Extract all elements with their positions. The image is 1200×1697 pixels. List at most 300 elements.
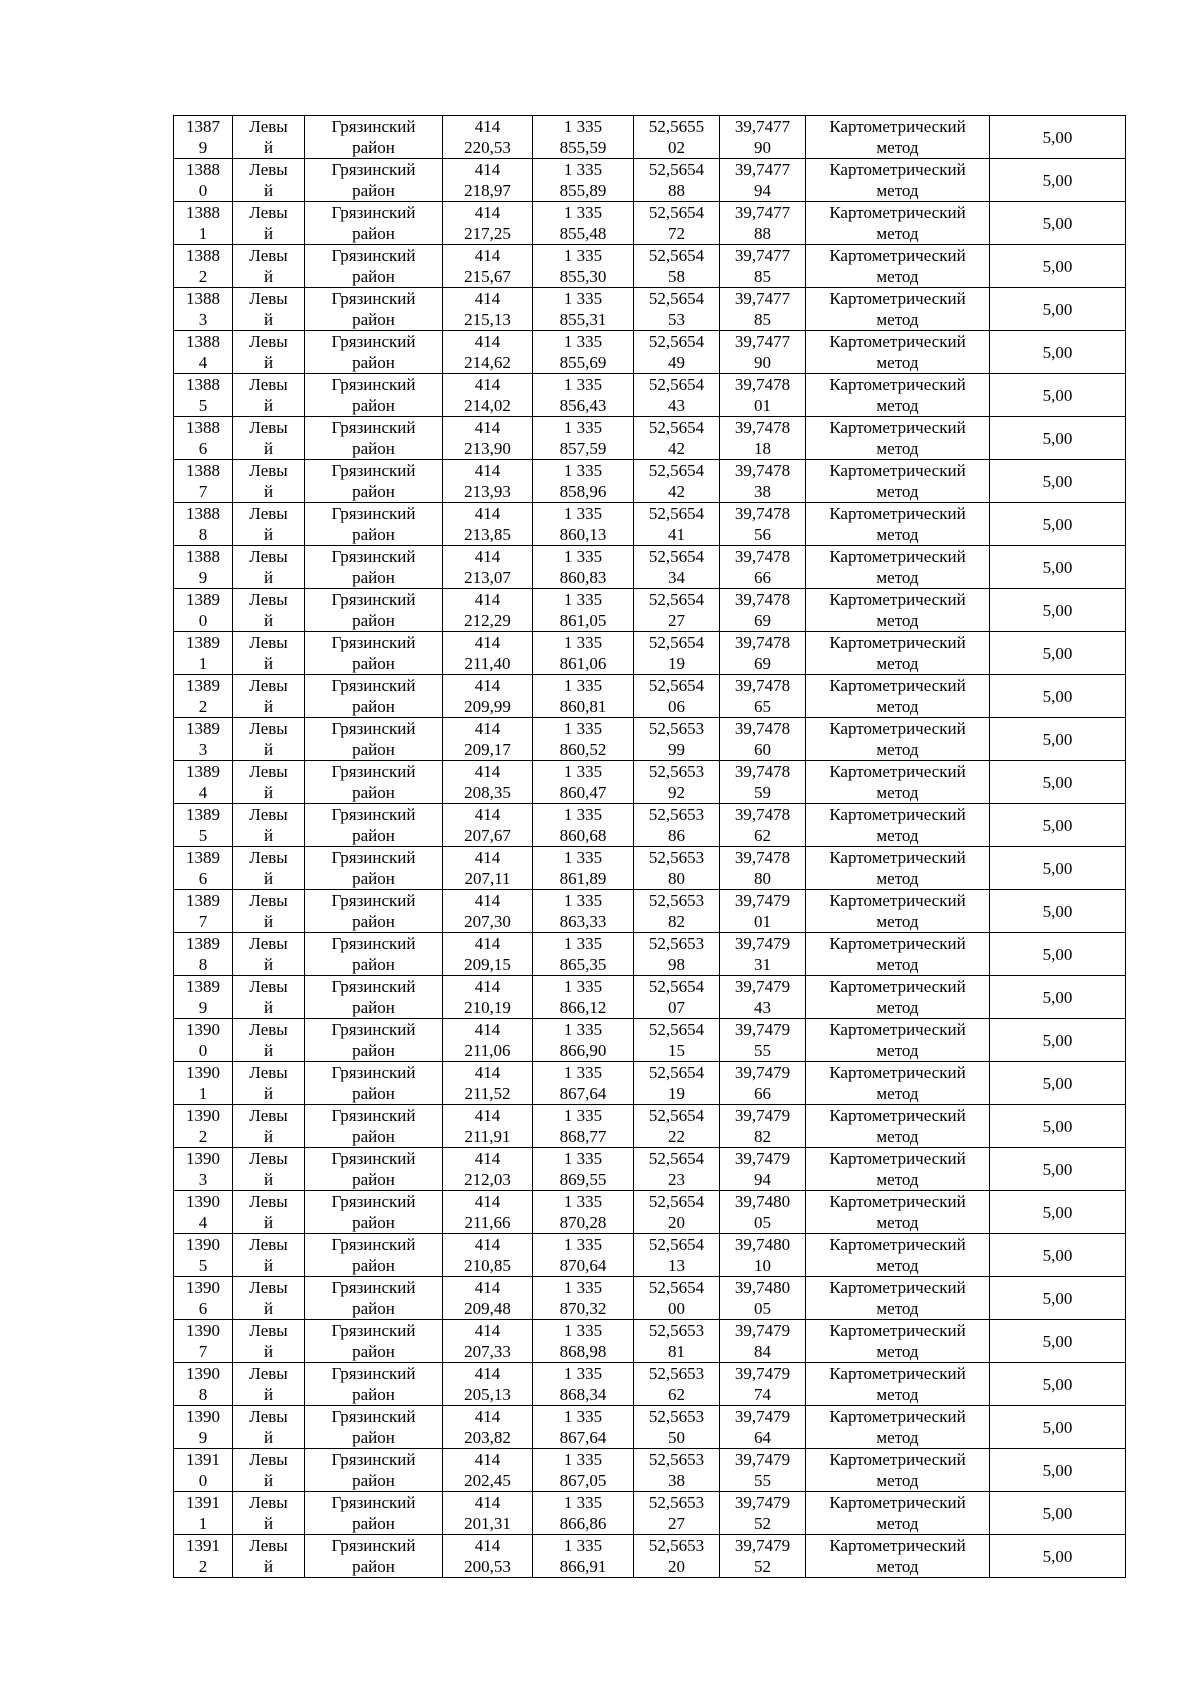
point-number-cell: 1391 1 xyxy=(174,1492,233,1535)
y-coordinate-cell: 1 335 858,96 xyxy=(533,460,634,503)
method-cell: Картометрический метод xyxy=(806,1148,990,1191)
method-cell: Картометрический метод xyxy=(806,1449,990,1492)
district-cell: Грязинский район xyxy=(305,288,443,331)
longitude-cell: 39,7479 84 xyxy=(720,1320,806,1363)
latitude-cell: 52,5654 43 xyxy=(634,374,720,417)
x-coordinate-cell: 414 200,53 xyxy=(443,1535,533,1578)
accuracy-cell: 5,00 xyxy=(990,1062,1126,1105)
point-number-cell: 1388 9 xyxy=(174,546,233,589)
y-coordinate-cell: 1 335 866,90 xyxy=(533,1019,634,1062)
y-coordinate-cell: 1 335 870,64 xyxy=(533,1234,634,1277)
side-cell: Левы й xyxy=(233,1148,305,1191)
side-cell: Левы й xyxy=(233,331,305,374)
y-coordinate-cell: 1 335 865,35 xyxy=(533,933,634,976)
side-cell: Левы й xyxy=(233,1406,305,1449)
latitude-cell: 52,5654 15 xyxy=(634,1019,720,1062)
method-cell: Картометрический метод xyxy=(806,804,990,847)
y-coordinate-cell: 1 335 868,98 xyxy=(533,1320,634,1363)
side-cell: Левы й xyxy=(233,804,305,847)
side-cell: Левы й xyxy=(233,1320,305,1363)
table-row xyxy=(174,632,1126,675)
y-coordinate-cell: 1 335 867,05 xyxy=(533,1449,634,1492)
method-cell: Картометрический метод xyxy=(806,890,990,933)
point-number-cell: 1388 3 xyxy=(174,288,233,331)
point-number-cell: 1390 0 xyxy=(174,1019,233,1062)
side-cell: Левы й xyxy=(233,1492,305,1535)
accuracy-cell: 5,00 xyxy=(990,1148,1126,1191)
method-cell: Картометрический метод xyxy=(806,1234,990,1277)
table-row xyxy=(174,1277,1126,1320)
accuracy-cell: 5,00 xyxy=(990,632,1126,675)
table-row xyxy=(174,460,1126,503)
latitude-cell: 52,5654 34 xyxy=(634,546,720,589)
y-coordinate-cell: 1 335 866,91 xyxy=(533,1535,634,1578)
point-number-cell: 1388 4 xyxy=(174,331,233,374)
district-cell: Грязинский район xyxy=(305,245,443,288)
method-cell: Картометрический метод xyxy=(806,1406,990,1449)
district-cell: Грязинский район xyxy=(305,116,443,159)
x-coordinate-cell: 414 210,19 xyxy=(443,976,533,1019)
side-cell: Левы й xyxy=(233,374,305,417)
method-cell: Картометрический метод xyxy=(806,1191,990,1234)
table-row xyxy=(174,1148,1126,1191)
point-number-cell: 1390 1 xyxy=(174,1062,233,1105)
district-cell: Грязинский район xyxy=(305,202,443,245)
side-cell: Левы й xyxy=(233,718,305,761)
x-coordinate-cell: 414 211,66 xyxy=(443,1191,533,1234)
latitude-cell: 52,5654 06 xyxy=(634,675,720,718)
x-coordinate-cell: 414 212,03 xyxy=(443,1148,533,1191)
point-number-cell: 1389 0 xyxy=(174,589,233,632)
longitude-cell: 39,7478 69 xyxy=(720,589,806,632)
accuracy-cell: 5,00 xyxy=(990,116,1126,159)
point-number-cell: 1390 8 xyxy=(174,1363,233,1406)
side-cell: Левы й xyxy=(233,632,305,675)
district-cell: Грязинский район xyxy=(305,331,443,374)
latitude-cell: 52,5653 50 xyxy=(634,1406,720,1449)
x-coordinate-cell: 414 215,13 xyxy=(443,288,533,331)
latitude-cell: 52,5654 13 xyxy=(634,1234,720,1277)
y-coordinate-cell: 1 335 855,30 xyxy=(533,245,634,288)
y-coordinate-cell: 1 335 855,48 xyxy=(533,202,634,245)
coordinates-table xyxy=(173,115,1126,1578)
method-cell: Картометрический метод xyxy=(806,116,990,159)
table-row xyxy=(174,1535,1126,1578)
accuracy-cell: 5,00 xyxy=(990,288,1126,331)
side-cell: Левы й xyxy=(233,1062,305,1105)
side-cell: Левы й xyxy=(233,460,305,503)
longitude-cell: 39,7479 55 xyxy=(720,1449,806,1492)
y-coordinate-cell: 1 335 868,34 xyxy=(533,1363,634,1406)
district-cell: Грязинский район xyxy=(305,1277,443,1320)
district-cell: Грязинский район xyxy=(305,761,443,804)
point-number-cell: 1389 7 xyxy=(174,890,233,933)
district-cell: Грязинский район xyxy=(305,976,443,1019)
side-cell: Левы й xyxy=(233,976,305,1019)
latitude-cell: 52,5653 27 xyxy=(634,1492,720,1535)
method-cell: Картометрический метод xyxy=(806,1105,990,1148)
district-cell: Грязинский район xyxy=(305,632,443,675)
district-cell: Грязинский район xyxy=(305,1148,443,1191)
side-cell: Левы й xyxy=(233,1191,305,1234)
accuracy-cell: 5,00 xyxy=(990,976,1126,1019)
table-row xyxy=(174,503,1126,546)
method-cell: Картометрический метод xyxy=(806,1019,990,1062)
point-number-cell: 1391 2 xyxy=(174,1535,233,1578)
x-coordinate-cell: 414 211,52 xyxy=(443,1062,533,1105)
table-row xyxy=(174,1019,1126,1062)
method-cell: Картометрический метод xyxy=(806,718,990,761)
side-cell: Левы й xyxy=(233,503,305,546)
method-cell: Картометрический метод xyxy=(806,632,990,675)
y-coordinate-cell: 1 335 866,12 xyxy=(533,976,634,1019)
point-number-cell: 1390 9 xyxy=(174,1406,233,1449)
latitude-cell: 52,5653 86 xyxy=(634,804,720,847)
table-row xyxy=(174,546,1126,589)
longitude-cell: 39,7478 38 xyxy=(720,460,806,503)
latitude-cell: 52,5653 99 xyxy=(634,718,720,761)
latitude-cell: 52,5654 23 xyxy=(634,1148,720,1191)
method-cell: Картометрический метод xyxy=(806,1535,990,1578)
table-row xyxy=(174,1191,1126,1234)
accuracy-cell: 5,00 xyxy=(990,374,1126,417)
longitude-cell: 39,7479 52 xyxy=(720,1535,806,1578)
side-cell: Левы й xyxy=(233,1019,305,1062)
longitude-cell: 39,7479 66 xyxy=(720,1062,806,1105)
latitude-cell: 52,5653 38 xyxy=(634,1449,720,1492)
point-number-cell: 1390 4 xyxy=(174,1191,233,1234)
table-row xyxy=(174,718,1126,761)
x-coordinate-cell: 414 213,85 xyxy=(443,503,533,546)
longitude-cell: 39,7477 90 xyxy=(720,116,806,159)
side-cell: Левы й xyxy=(233,1105,305,1148)
district-cell: Грязинский район xyxy=(305,1019,443,1062)
table-row xyxy=(174,1320,1126,1363)
x-coordinate-cell: 414 207,30 xyxy=(443,890,533,933)
latitude-cell: 52,5654 53 xyxy=(634,288,720,331)
district-cell: Грязинский район xyxy=(305,890,443,933)
district-cell: Грязинский район xyxy=(305,1105,443,1148)
point-number-cell: 1389 5 xyxy=(174,804,233,847)
point-number-cell: 1388 5 xyxy=(174,374,233,417)
point-number-cell: 1388 1 xyxy=(174,202,233,245)
longitude-cell: 39,7478 62 xyxy=(720,804,806,847)
longitude-cell: 39,7480 05 xyxy=(720,1277,806,1320)
accuracy-cell: 5,00 xyxy=(990,546,1126,589)
side-cell: Левы й xyxy=(233,202,305,245)
y-coordinate-cell: 1 335 857,59 xyxy=(533,417,634,460)
x-coordinate-cell: 414 213,07 xyxy=(443,546,533,589)
table-row xyxy=(174,1449,1126,1492)
district-cell: Грязинский район xyxy=(305,374,443,417)
x-coordinate-cell: 414 217,25 xyxy=(443,202,533,245)
district-cell: Грязинский район xyxy=(305,460,443,503)
accuracy-cell: 5,00 xyxy=(990,1492,1126,1535)
latitude-cell: 52,5654 42 xyxy=(634,417,720,460)
district-cell: Грязинский район xyxy=(305,1234,443,1277)
table-row xyxy=(174,1234,1126,1277)
x-coordinate-cell: 414 209,17 xyxy=(443,718,533,761)
side-cell: Левы й xyxy=(233,116,305,159)
y-coordinate-cell: 1 335 860,68 xyxy=(533,804,634,847)
method-cell: Картометрический метод xyxy=(806,245,990,288)
x-coordinate-cell: 414 214,62 xyxy=(443,331,533,374)
x-coordinate-cell: 414 207,33 xyxy=(443,1320,533,1363)
y-coordinate-cell: 1 335 855,89 xyxy=(533,159,634,202)
table-row xyxy=(174,675,1126,718)
method-cell: Картометрический метод xyxy=(806,1062,990,1105)
latitude-cell: 52,5654 27 xyxy=(634,589,720,632)
x-coordinate-cell: 414 201,31 xyxy=(443,1492,533,1535)
x-coordinate-cell: 414 220,53 xyxy=(443,116,533,159)
side-cell: Левы й xyxy=(233,1234,305,1277)
accuracy-cell: 5,00 xyxy=(990,847,1126,890)
accuracy-cell: 5,00 xyxy=(990,1449,1126,1492)
longitude-cell: 39,7479 01 xyxy=(720,890,806,933)
accuracy-cell: 5,00 xyxy=(990,460,1126,503)
district-cell: Грязинский район xyxy=(305,933,443,976)
side-cell: Левы й xyxy=(233,417,305,460)
y-coordinate-cell: 1 335 855,31 xyxy=(533,288,634,331)
point-number-cell: 1389 4 xyxy=(174,761,233,804)
side-cell: Левы й xyxy=(233,288,305,331)
point-number-cell: 1391 0 xyxy=(174,1449,233,1492)
accuracy-cell: 5,00 xyxy=(990,718,1126,761)
accuracy-cell: 5,00 xyxy=(990,1019,1126,1062)
x-coordinate-cell: 414 213,93 xyxy=(443,460,533,503)
table-row xyxy=(174,331,1126,374)
y-coordinate-cell: 1 335 861,06 xyxy=(533,632,634,675)
y-coordinate-cell: 1 335 868,77 xyxy=(533,1105,634,1148)
x-coordinate-cell: 414 212,29 xyxy=(443,589,533,632)
method-cell: Картометрический метод xyxy=(806,417,990,460)
y-coordinate-cell: 1 335 860,52 xyxy=(533,718,634,761)
side-cell: Левы й xyxy=(233,933,305,976)
longitude-cell: 39,7479 94 xyxy=(720,1148,806,1191)
point-number-cell: 1390 5 xyxy=(174,1234,233,1277)
district-cell: Грязинский район xyxy=(305,1320,443,1363)
district-cell: Грязинский район xyxy=(305,159,443,202)
point-number-cell: 1389 1 xyxy=(174,632,233,675)
side-cell: Левы й xyxy=(233,1535,305,1578)
latitude-cell: 52,5653 80 xyxy=(634,847,720,890)
x-coordinate-cell: 414 210,85 xyxy=(443,1234,533,1277)
point-number-cell: 1390 3 xyxy=(174,1148,233,1191)
accuracy-cell: 5,00 xyxy=(990,1363,1126,1406)
method-cell: Картометрический метод xyxy=(806,159,990,202)
district-cell: Грязинский район xyxy=(305,1535,443,1578)
accuracy-cell: 5,00 xyxy=(990,245,1126,288)
x-coordinate-cell: 414 209,15 xyxy=(443,933,533,976)
latitude-cell: 52,5654 72 xyxy=(634,202,720,245)
point-number-cell: 1388 2 xyxy=(174,245,233,288)
method-cell: Картометрический метод xyxy=(806,1492,990,1535)
method-cell: Картометрический метод xyxy=(806,546,990,589)
method-cell: Картометрический метод xyxy=(806,374,990,417)
district-cell: Грязинский район xyxy=(305,804,443,847)
method-cell: Картометрический метод xyxy=(806,460,990,503)
latitude-cell: 52,5654 42 xyxy=(634,460,720,503)
y-coordinate-cell: 1 335 869,55 xyxy=(533,1148,634,1191)
y-coordinate-cell: 1 335 870,28 xyxy=(533,1191,634,1234)
latitude-cell: 52,5653 81 xyxy=(634,1320,720,1363)
y-coordinate-cell: 1 335 867,64 xyxy=(533,1406,634,1449)
side-cell: Левы й xyxy=(233,847,305,890)
latitude-cell: 52,5653 82 xyxy=(634,890,720,933)
longitude-cell: 39,7478 01 xyxy=(720,374,806,417)
latitude-cell: 52,5654 20 xyxy=(634,1191,720,1234)
longitude-cell: 39,7479 52 xyxy=(720,1492,806,1535)
x-coordinate-cell: 414 203,82 xyxy=(443,1406,533,1449)
point-number-cell: 1389 6 xyxy=(174,847,233,890)
x-coordinate-cell: 414 211,06 xyxy=(443,1019,533,1062)
longitude-cell: 39,7479 74 xyxy=(720,1363,806,1406)
y-coordinate-cell: 1 335 860,47 xyxy=(533,761,634,804)
y-coordinate-cell: 1 335 867,64 xyxy=(533,1062,634,1105)
accuracy-cell: 5,00 xyxy=(990,1277,1126,1320)
side-cell: Левы й xyxy=(233,1449,305,1492)
method-cell: Картометрический метод xyxy=(806,933,990,976)
y-coordinate-cell: 1 335 861,89 xyxy=(533,847,634,890)
side-cell: Левы й xyxy=(233,1277,305,1320)
y-coordinate-cell: 1 335 855,69 xyxy=(533,331,634,374)
method-cell: Картометрический метод xyxy=(806,1363,990,1406)
accuracy-cell: 5,00 xyxy=(990,202,1126,245)
latitude-cell: 52,5654 41 xyxy=(634,503,720,546)
district-cell: Грязинский район xyxy=(305,1363,443,1406)
accuracy-cell: 5,00 xyxy=(990,159,1126,202)
longitude-cell: 39,7478 18 xyxy=(720,417,806,460)
point-number-cell: 1389 9 xyxy=(174,976,233,1019)
x-coordinate-cell: 414 213,90 xyxy=(443,417,533,460)
table-row xyxy=(174,417,1126,460)
table-row xyxy=(174,847,1126,890)
accuracy-cell: 5,00 xyxy=(990,1406,1126,1449)
y-coordinate-cell: 1 335 860,81 xyxy=(533,675,634,718)
point-number-cell: 1388 8 xyxy=(174,503,233,546)
y-coordinate-cell: 1 335 860,83 xyxy=(533,546,634,589)
y-coordinate-cell: 1 335 870,32 xyxy=(533,1277,634,1320)
district-cell: Грязинский район xyxy=(305,1191,443,1234)
method-cell: Картометрический метод xyxy=(806,503,990,546)
x-coordinate-cell: 414 207,67 xyxy=(443,804,533,847)
longitude-cell: 39,7480 10 xyxy=(720,1234,806,1277)
table-row xyxy=(174,589,1126,632)
y-coordinate-cell: 1 335 860,13 xyxy=(533,503,634,546)
district-cell: Грязинский район xyxy=(305,1062,443,1105)
district-cell: Грязинский район xyxy=(305,1406,443,1449)
latitude-cell: 52,5654 07 xyxy=(634,976,720,1019)
y-coordinate-cell: 1 335 856,43 xyxy=(533,374,634,417)
table-row xyxy=(174,1363,1126,1406)
table-row xyxy=(174,116,1126,159)
table-row xyxy=(174,159,1126,202)
table-row xyxy=(174,1492,1126,1535)
longitude-cell: 39,7477 90 xyxy=(720,331,806,374)
district-cell: Грязинский район xyxy=(305,546,443,589)
longitude-cell: 39,7479 64 xyxy=(720,1406,806,1449)
longitude-cell: 39,7477 85 xyxy=(720,288,806,331)
table-row xyxy=(174,202,1126,245)
method-cell: Картометрический метод xyxy=(806,1320,990,1363)
table-row xyxy=(174,245,1126,288)
longitude-cell: 39,7477 88 xyxy=(720,202,806,245)
y-coordinate-cell: 1 335 855,59 xyxy=(533,116,634,159)
latitude-cell: 52,5653 98 xyxy=(634,933,720,976)
point-number-cell: 1388 0 xyxy=(174,159,233,202)
point-number-cell: 1390 2 xyxy=(174,1105,233,1148)
accuracy-cell: 5,00 xyxy=(990,1191,1126,1234)
accuracy-cell: 5,00 xyxy=(990,1105,1126,1148)
latitude-cell: 52,5654 58 xyxy=(634,245,720,288)
table-row xyxy=(174,804,1126,847)
x-coordinate-cell: 414 208,35 xyxy=(443,761,533,804)
district-cell: Грязинский район xyxy=(305,847,443,890)
method-cell: Картометрический метод xyxy=(806,976,990,1019)
table-row xyxy=(174,1406,1126,1449)
latitude-cell: 52,5653 92 xyxy=(634,761,720,804)
table-row xyxy=(174,976,1126,1019)
x-coordinate-cell: 414 211,91 xyxy=(443,1105,533,1148)
y-coordinate-cell: 1 335 863,33 xyxy=(533,890,634,933)
table-row xyxy=(174,1062,1126,1105)
method-cell: Картометрический метод xyxy=(806,202,990,245)
accuracy-cell: 5,00 xyxy=(990,890,1126,933)
latitude-cell: 52,5653 20 xyxy=(634,1535,720,1578)
side-cell: Левы й xyxy=(233,159,305,202)
x-coordinate-cell: 414 209,99 xyxy=(443,675,533,718)
x-coordinate-cell: 414 218,97 xyxy=(443,159,533,202)
longitude-cell: 39,7479 55 xyxy=(720,1019,806,1062)
table-row xyxy=(174,933,1126,976)
district-cell: Грязинский район xyxy=(305,503,443,546)
side-cell: Левы й xyxy=(233,546,305,589)
point-number-cell: 1388 6 xyxy=(174,417,233,460)
point-number-cell: 1389 8 xyxy=(174,933,233,976)
x-coordinate-cell: 414 215,67 xyxy=(443,245,533,288)
latitude-cell: 52,5653 62 xyxy=(634,1363,720,1406)
latitude-cell: 52,5654 49 xyxy=(634,331,720,374)
longitude-cell: 39,7478 56 xyxy=(720,503,806,546)
point-number-cell: 1389 3 xyxy=(174,718,233,761)
method-cell: Картометрический метод xyxy=(806,331,990,374)
table-row xyxy=(174,761,1126,804)
table-row xyxy=(174,890,1126,933)
method-cell: Картометрический метод xyxy=(806,675,990,718)
method-cell: Картометрический метод xyxy=(806,847,990,890)
x-coordinate-cell: 414 202,45 xyxy=(443,1449,533,1492)
district-cell: Грязинский район xyxy=(305,718,443,761)
x-coordinate-cell: 414 207,11 xyxy=(443,847,533,890)
accuracy-cell: 5,00 xyxy=(990,761,1126,804)
accuracy-cell: 5,00 xyxy=(990,1234,1126,1277)
accuracy-cell: 5,00 xyxy=(990,503,1126,546)
accuracy-cell: 5,00 xyxy=(990,1320,1126,1363)
longitude-cell: 39,7478 66 xyxy=(720,546,806,589)
table-row xyxy=(174,374,1126,417)
longitude-cell: 39,7479 82 xyxy=(720,1105,806,1148)
point-number-cell: 1389 2 xyxy=(174,675,233,718)
accuracy-cell: 5,00 xyxy=(990,589,1126,632)
accuracy-cell: 5,00 xyxy=(990,1535,1126,1578)
method-cell: Картометрический метод xyxy=(806,761,990,804)
district-cell: Грязинский район xyxy=(305,417,443,460)
accuracy-cell: 5,00 xyxy=(990,417,1126,460)
point-number-cell: 1388 7 xyxy=(174,460,233,503)
point-number-cell: 1390 6 xyxy=(174,1277,233,1320)
side-cell: Левы й xyxy=(233,761,305,804)
accuracy-cell: 5,00 xyxy=(990,675,1126,718)
